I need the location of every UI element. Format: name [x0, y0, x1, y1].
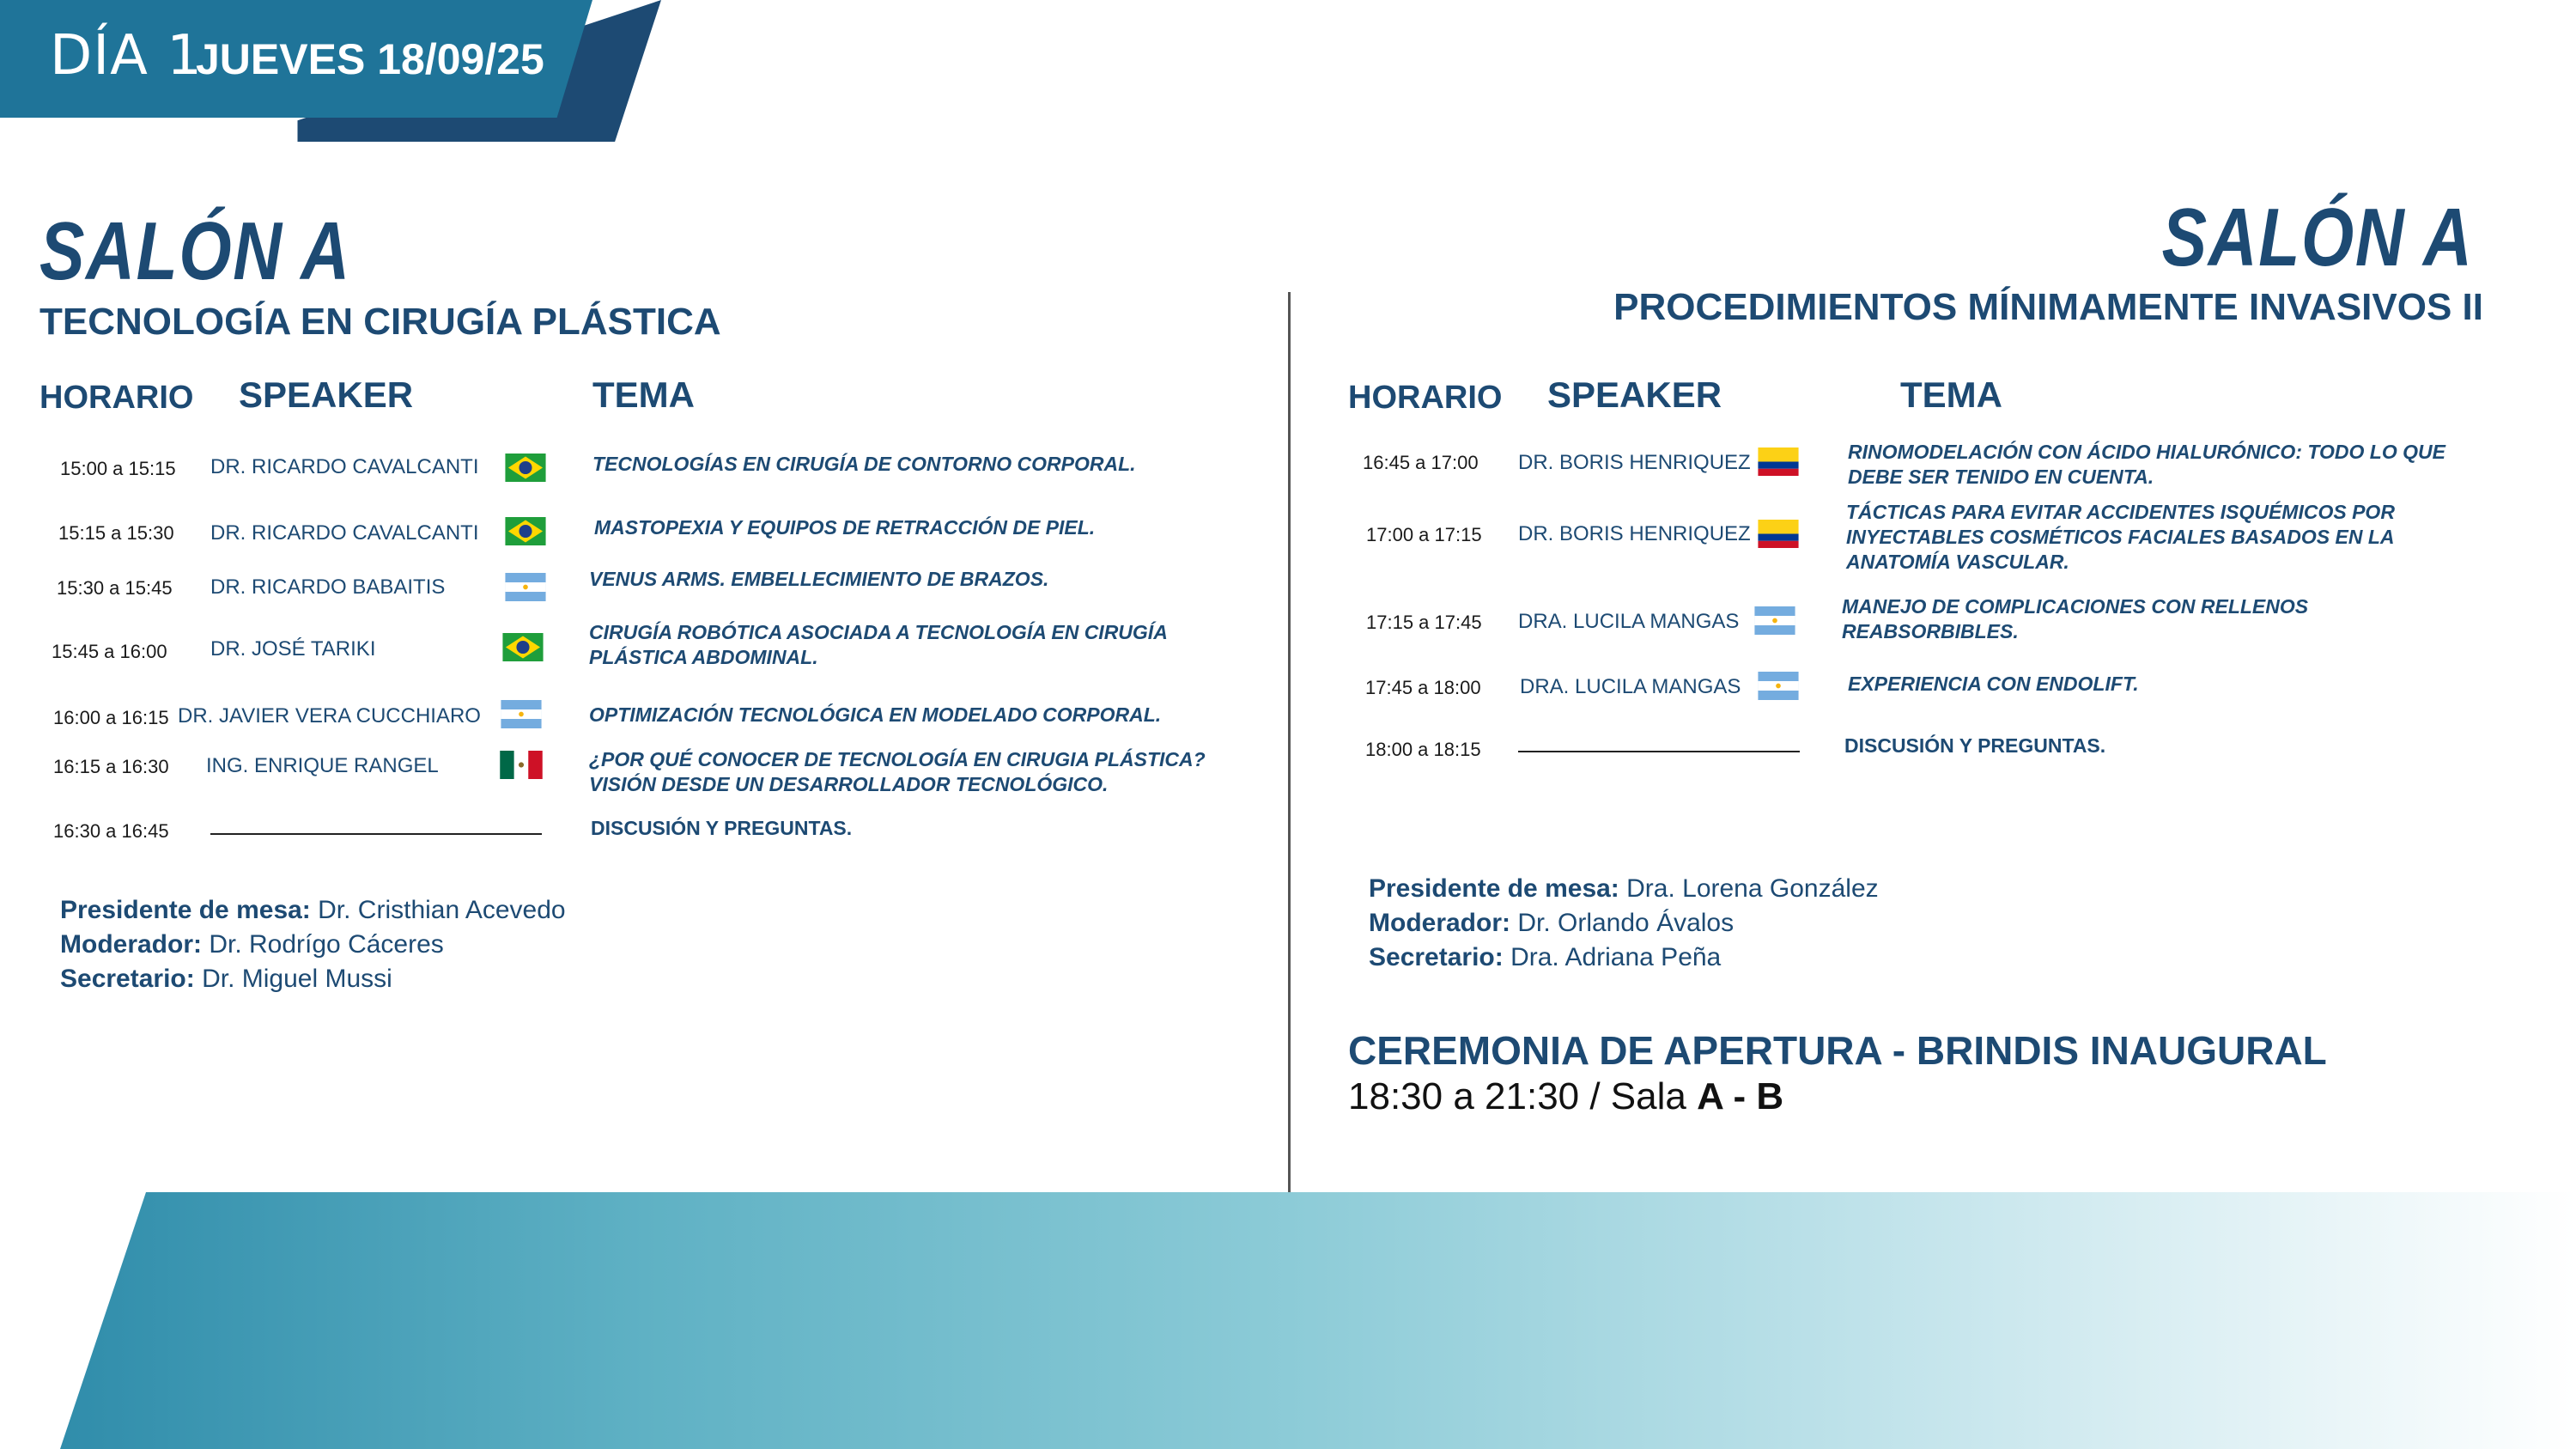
colombia-flag-icon [1755, 520, 1801, 548]
row-topic: DISCUSIÓN Y PREGUNTAS. [1844, 734, 2106, 757]
row-topic: EXPERIENCIA CON ENDOLIFT. [1848, 673, 2139, 695]
row-topic: TÁCTICAS PARA EVITAR ACCIDENTES ISQUÉMICOS POR INYECTABLES COSMÉTICOS FACIALES BASADOS EN LA ANATOMÍA VASCULAR. [1846, 501, 2395, 573]
ceremony-time: 18:30 a 21:30 / Sala [1348, 1075, 1698, 1117]
speaker-blank-line [210, 833, 542, 835]
secretary-name: Dra. Adriana Peña [1503, 943, 1722, 971]
row-time: 17:00 a 17:15 [1366, 524, 1482, 545]
argentina-flag-icon [1752, 606, 1798, 635]
right-header-speaker: SPEAKER [1547, 374, 1722, 415]
row-topic: OPTIMIZACIÓN TECNOLÓGICA EN MODELADO CORPORAL. [589, 703, 1162, 726]
secretary-label: Secretario: [1369, 943, 1504, 971]
ceremony-title: CEREMONIA DE APERTURA - BRINDIS INAUGURAL [1348, 1028, 2327, 1073]
row-time: 16:15 a 16:30 [53, 756, 169, 777]
president-label: Presidente de mesa: [60, 896, 311, 924]
ceremony-rooms: A - B [1697, 1075, 1784, 1117]
row-time: 15:00 a 15:15 [60, 458, 176, 479]
moderator-name: Dr. Orlando Ávalos [1510, 909, 1735, 937]
row-time: 17:45 a 18:00 [1365, 677, 1481, 698]
footer-gradient-band [0, 1192, 2576, 1449]
colombia-flag-icon [1755, 447, 1801, 476]
left-salon-title: SALÓN A [39, 205, 351, 297]
speaker-blank-line [1518, 751, 1800, 752]
secretary-label: Secretario: [60, 965, 195, 993]
left-header-topic: TEMA [592, 374, 695, 415]
row-topic: VENUS ARMS. EMBELLECIMIENTO DE BRAZOS. [589, 568, 1049, 590]
argentina-flag-icon [1755, 672, 1801, 700]
row-time: 18:00 a 18:15 [1365, 739, 1481, 760]
brazil-flag-icon [502, 454, 549, 482]
row-speaker: ING. ENRIQUE RANGEL [206, 754, 439, 777]
argentina-flag-icon [498, 700, 544, 728]
right-header-topic: TEMA [1900, 374, 2002, 415]
right-salon-title: SALÓN A [2161, 192, 2473, 283]
column-divider [1288, 292, 1291, 1194]
row-speaker: DRA. LUCILA MANGAS [1520, 675, 1741, 698]
row-time: 15:15 a 15:30 [58, 522, 174, 544]
argentina-flag-icon [502, 573, 549, 601]
moderator-label: Moderador: [1369, 909, 1510, 937]
row-speaker: DR. RICARDO BABAITIS [210, 575, 446, 599]
row-speaker: DR. JOSÉ TARIKI [210, 637, 376, 661]
president-name: Dra. Lorena González [1619, 874, 1879, 903]
brazil-flag-icon [500, 633, 546, 661]
row-time: 17:15 a 17:45 [1366, 612, 1482, 633]
row-time: 15:45 a 16:00 [52, 641, 167, 662]
row-topic: CIRUGÍA ROBÓTICA ASOCIADA A TECNOLOGÍA EN CIRUGÍA PLÁSTICA ABDOMINAL. [589, 621, 1167, 668]
row-topic: DISCUSIÓN Y PREGUNTAS. [591, 817, 853, 839]
brazil-flag-icon [502, 517, 549, 545]
row-speaker: DR. JAVIER VERA CUCCHIARO [178, 704, 481, 728]
row-topic: RINOMODELACIÓN CON ÁCIDO HIALURÓNICO: TODO LO QUE DEBE SER TENIDO EN CUENTA. [1848, 441, 2445, 488]
row-time: 16:30 a 16:45 [53, 820, 169, 842]
right-session-roles [1369, 872, 1879, 975]
row-speaker: DR. RICARDO CAVALCANTI [210, 455, 479, 478]
row-speaker: DR. BORIS HENRIQUEZ [1518, 451, 1751, 474]
row-time: 15:30 a 15:45 [57, 577, 173, 599]
secretary-name: Dr. Miguel Mussi [194, 965, 392, 993]
row-time: 16:00 a 16:15 [53, 707, 169, 728]
mexico-flag-icon [498, 751, 544, 779]
row-speaker: DRA. LUCILA MANGAS [1518, 610, 1740, 633]
row-topic: MANEJO DE COMPLICACIONES CON RELLENOS REABSORBIBLES. [1842, 595, 2309, 642]
left-session-title: TECNOLOGÍA EN CIRUGÍA PLÁSTICA [39, 301, 721, 343]
right-session-title: PROCEDIMIENTOS MÍNIMAMENTE INVASIVOS II [1613, 286, 2483, 328]
row-speaker: DR. BORIS HENRIQUEZ [1518, 522, 1751, 545]
right-header-time: HORARIO [1348, 380, 1503, 416]
day-label: DÍA 1 [50, 24, 203, 88]
date-label: JUEVES 18/09/25 [196, 35, 544, 83]
left-header-time: HORARIO [39, 380, 194, 416]
left-header-speaker: SPEAKER [239, 374, 414, 415]
president-name: Dr. Cristhian Acevedo [310, 896, 566, 924]
president-label: Presidente de mesa: [1369, 874, 1619, 903]
left-session-roles [60, 893, 566, 996]
row-speaker: DR. RICARDO CAVALCANTI [210, 521, 479, 545]
ceremony-schedule [1348, 1075, 1783, 1118]
row-time: 16:45 a 17:00 [1363, 452, 1479, 473]
row-topic: MASTOPEXIA Y EQUIPOS DE RETRACCIÓN DE PIEL. [594, 516, 1096, 539]
moderator-name: Dr. Rodrígo Cáceres [202, 930, 444, 959]
row-topic: ¿POR QUÉ CONOCER DE TECNOLOGÍA EN CIRUGIA PLÁSTICA? VISIÓN DESDE UN DESARROLLADOR TECNOLÓGICO. [589, 748, 1206, 795]
moderator-label: Moderador: [60, 930, 202, 959]
row-topic: TECNOLOGÍAS EN CIRUGÍA DE CONTORNO CORPORAL. [592, 453, 1136, 475]
